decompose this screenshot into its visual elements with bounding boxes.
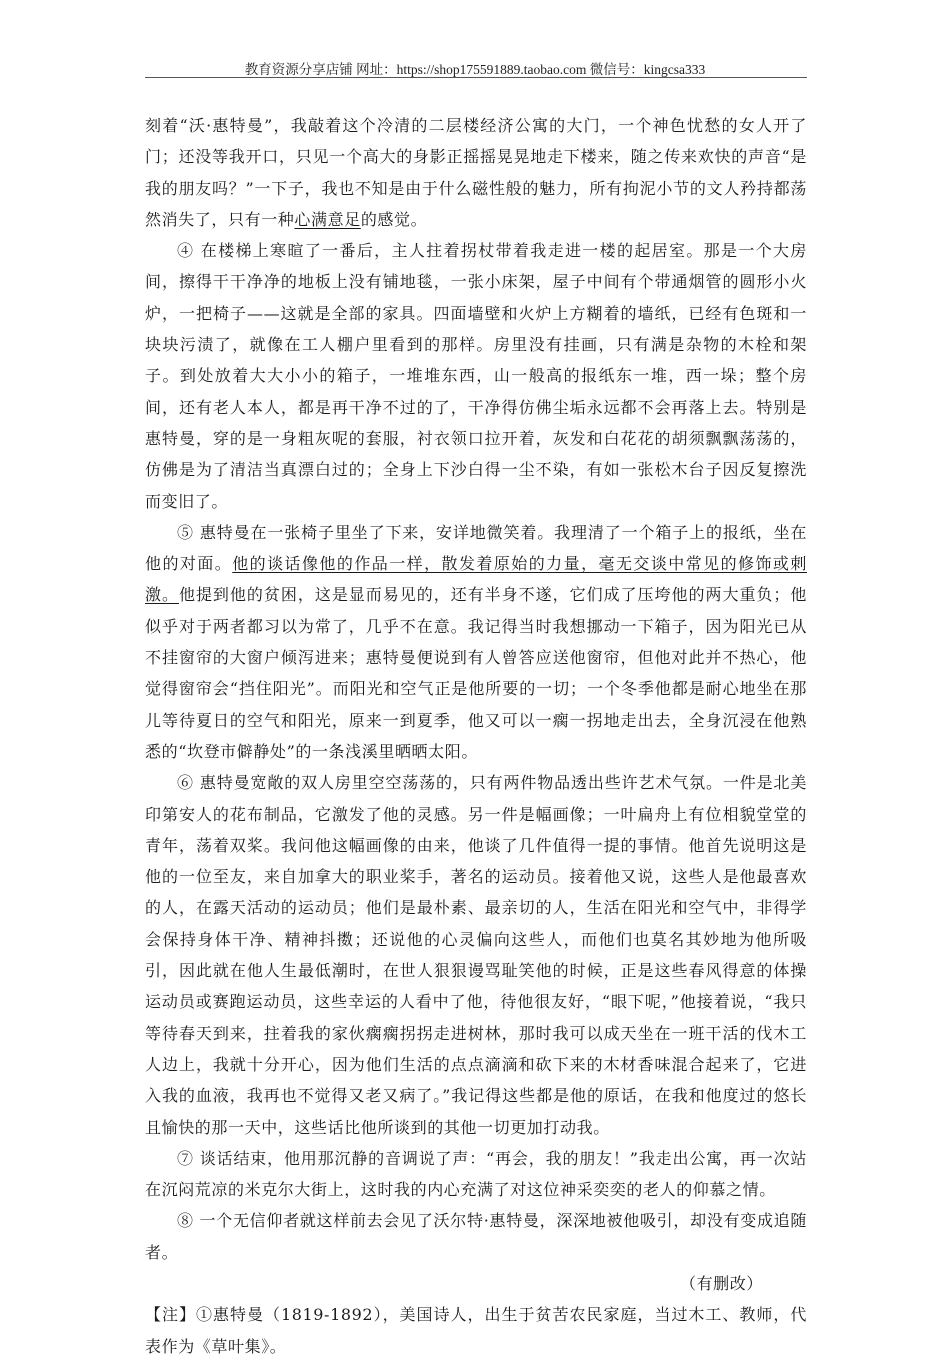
paragraph-4: ④ 在楼梯上寒暄了一番后，主人拄着拐杖带着我走进一楼的起居室。那是一个大房间，擦得干干净净的地板上没有铺地毯，一张小床架，屋子中间有个带通烟管的圆形小火炉，一把椅子——这就是全部的家具。四面墙壁和火炉上方糊着的墙纸，已经有色斑和一块块污渍了，就像在工人棚户里看到的那样。房里没有挂画，只有满是杂物的木栓和架子。到处放着大大小小的箱子，一堆堆东西，山一般高的报纸东一堆，西一垛；整个房间，还有老人本人，都是再干净不过的了，干净得仿佛尘垢永远都不会再落上去。特别是惠特曼，穿的是一身粗灰呢的套服，衬衣领口拉开着，灰发和白花花的胡须飘飘荡荡的，仿佛是为了清洁当真漂白过的；全身上下沙白得一尘不染，有如一张松木台子因反复擦洗而变旧了。 xyxy=(145,241,807,511)
header-divider xyxy=(145,77,807,78)
paragraph-8: ⑧ 一个无信仰者就这样前去会见了沃尔特·惠特曼，深深地被他吸引，却没有变成追随者。 xyxy=(145,1211,807,1262)
paragraph-5-text-b: 他提到他的贫困，这是显而易见的，还有半身不遂，它们成了压垮他的两大重负；他似乎对于两者都习以为常了，几乎不在意。我记得当时我想挪动一下箱子，因为阳光已从不挂窗帘的大窗户倾泻进来；惠特曼便说到有人曾答应送他窗帘，但他对此并不热心，他觉得窗帘会“挡住阳光”。而阳光和空气正是他所要的一切；一个冬季他都是耐心地坐在那儿等待夏日的空气和阳光，原来一到夏季，他又可以一瘸一拐地走出去，全身沉浸在他熟悉的“坎登市僻静处”的一条浅溪里晒晒太阳。 xyxy=(145,585,807,761)
paragraph-5-underlined-sentence: 他的谈话像他的作品一样，散发着原始的力量，毫无交谈中常见的修饰或刺激。 xyxy=(145,554,807,605)
footnote: 【注】①惠特曼（1819-1892），美国诗人，出生于贫苦农民家庭，当过木工、教师，代表作为《草叶集》。 xyxy=(145,1305,807,1356)
paragraph-5-text-a: ⑤ 惠特曼在一张椅子里坐了下来，安详地微笑着。我理清了一个箱子上的报纸，坐在他的对面。 xyxy=(145,522,807,574)
paragraph-3-continued xyxy=(145,110,807,235)
paragraph-6: ⑥ 惠特曼宽敞的双人房里空空荡荡的，只有两件物品透出些许艺术气氛。一件是北美印第安人的花布制品，它激发了他的灵感。另一件是幅画像；一叶扁舟上有位相貌堂堂的青年，荡着双桨。我问他这幅画像的由来，他谈了几件值得一提的事情。他首先说明这是他的一位至友，来自加拿大的职业桨手，著名的运动员。接着他又说，这些人是他最喜欢的人，在露天活动的运动员；他们是最朴素、最亲切的人，生活在阳光和空气中，非得学会保持身体干净、精神抖擞；还说他的心灵偏向这些人，而他们也莫名其妙地为他所吸引，因此就在他人生最低潮时，在世人狠狠谩骂耻笑他的时候，正是这些春风得意的体操运动员或赛跑运动员，这些幸运的人看中了他，待他很友好，“眼下呢，”他接着说，“我只等待春天到来，拄着我的家伙瘸瘸拐拐走进树林，那时我可以成天坐在一班干活的伐木工人边上，我就十分开心，因为他们生活的点点滴滴和砍下来的木材香味混合起来了，它进入我的血液，我再也不觉得又老又病了。”我记得这些都是他的原话，在我和他度过的悠长且愉快的那一天中，这些话比他所谈到的其他一切更加打动我。 xyxy=(145,773,807,1137)
paragraph-5 xyxy=(145,517,807,767)
paragraph-3-text-b: 的感觉。 xyxy=(360,209,428,229)
article-body xyxy=(145,110,807,1362)
paragraph-3-text-a: 刻着“沃·惠特曼”，我敲着这个冷清的二层楼经济公寓的大门，一个神色忧愁的女人开了门；还没等我开口，只见一个高大的身影正摇摇晃晃地走下楼来，随之传来欢快的声音“是我的朋友吗？”一下子，我也不知是由于什么磁性般的魅力，所有拘泥小节的文人矜持都荡然消失了，只有一种 xyxy=(145,116,807,229)
paragraph-3-underlined-phrase: 心满意足 xyxy=(294,209,361,229)
paragraph-7: ⑦ 谈话结束，他用那沉静的音调说了声：“再会，我的朋友！”我走出公寓，再一次站在沉闷荒凉的米克尔大街上，这时我的内心充满了对这位神采奕奕的老人的仰慕之情。 xyxy=(145,1148,807,1200)
page-header: 教育资源分享店铺 网址：https://shop175591889.taobao.com 微信号：kingcsa333 xyxy=(244,62,706,77)
source-note: （有删改） xyxy=(679,1273,763,1293)
